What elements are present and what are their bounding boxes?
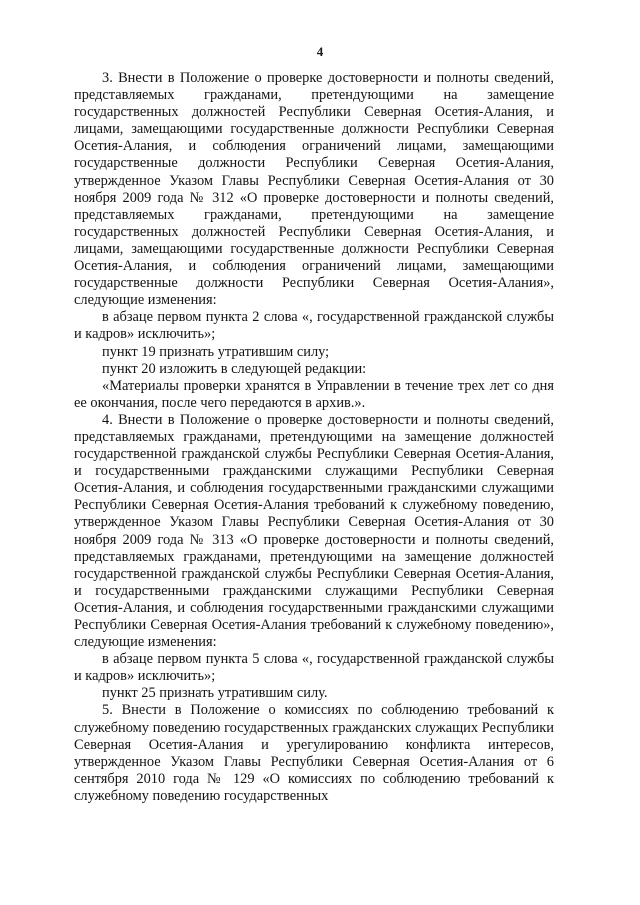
- paragraph-subitem: в абзаце первом пункта 5 слова «, государственной гражданской службы и кадров» исключить»;: [74, 651, 554, 685]
- document-body: [74, 70, 554, 805]
- paragraph-subitem: пункт 19 признать утратившим силу;: [102, 343, 330, 360]
- paragraph-subitem: в абзаце первом пункта 2 слова «, государственной гражданской службы и кадров» исключить»;: [74, 309, 554, 343]
- page-number: 4: [316, 44, 324, 59]
- paragraph-item-5: 5. Внести в Положение о комиссиях по соблюдению требований к служебному поведению государственных гражданских служащих Республики Северная Осетия-Алания и урегулированию конфликта интересов, утвержденное Указом Главы Республики Северная Осетия-Алания от 6 сентября 2010 года № 129 «О комиссиях по соблюдению требований к служебному поведению государственных: [74, 702, 554, 804]
- paragraph-item-4: 4. Внести в Положение о проверке достоверности и полноты сведений, представляемых гражданами, претендующими на замещение должностей государственной гражданской службы Республики Северная Осетия-Алания, и государственными гражданскими служащими Республики Северная Осетия-Алания, и соблюдения государственными гражданскими служащими Республики Северная Осетия-Алания требований к служебному поведению, утвержденное Указом Главы Республики Северная Осетия-Алания от 30 ноября 2009 года № 313 «О проверке достоверности и полноты сведений, представляемых гражданами, претендующими на замещение должностей государственной гражданской службы Республики Северная Осетия-Алания, и государственными гражданскими служащими Республики Северная Осетия-Алания, и соблюдения государственными гражданскими служащими Республики Северная Осетия-Алания требований к служебному поведению», следующие изменения:: [74, 411, 554, 651]
- paragraph-item-3: 3. Внести в Положение о проверке достоверности и полноты сведений, представляемых гражданами, претендующими на замещение государственных должностей Республики Северная Осетия-Алания, и лицами, замещающими государственные должности Республики Северная Осетия-Алания, и соблюдения ограничений лицами, замещающими государственные должности Республики Северная Осетия-Алания, утвержденное Указом Главы Республики Северная Осетия-Алания от 30 ноября 2009 года № 312 «О проверке достоверности и полноты сведений, представляемых гражданами, претендующими на замещение государственных должностей Республики Северная Осетия-Алания, и лицами, замещающими государственные должности Республики Северная Осетия-Алания, и соблюдения ограничений лицами, замещающими государственные должности Республики Северная Осетия-Алания», следующие изменения:: [74, 70, 554, 309]
- paragraph-subitem: пункт 25 признать утратившим силу.: [102, 685, 328, 702]
- paragraph-subitem: пункт 20 изложить в следующей редакции:: [102, 360, 367, 377]
- paragraph-quote: «Материалы проверки хранятся в Управлении в течение трех лет со дня ее окончания, после чего передаются в архив.».: [74, 377, 554, 411]
